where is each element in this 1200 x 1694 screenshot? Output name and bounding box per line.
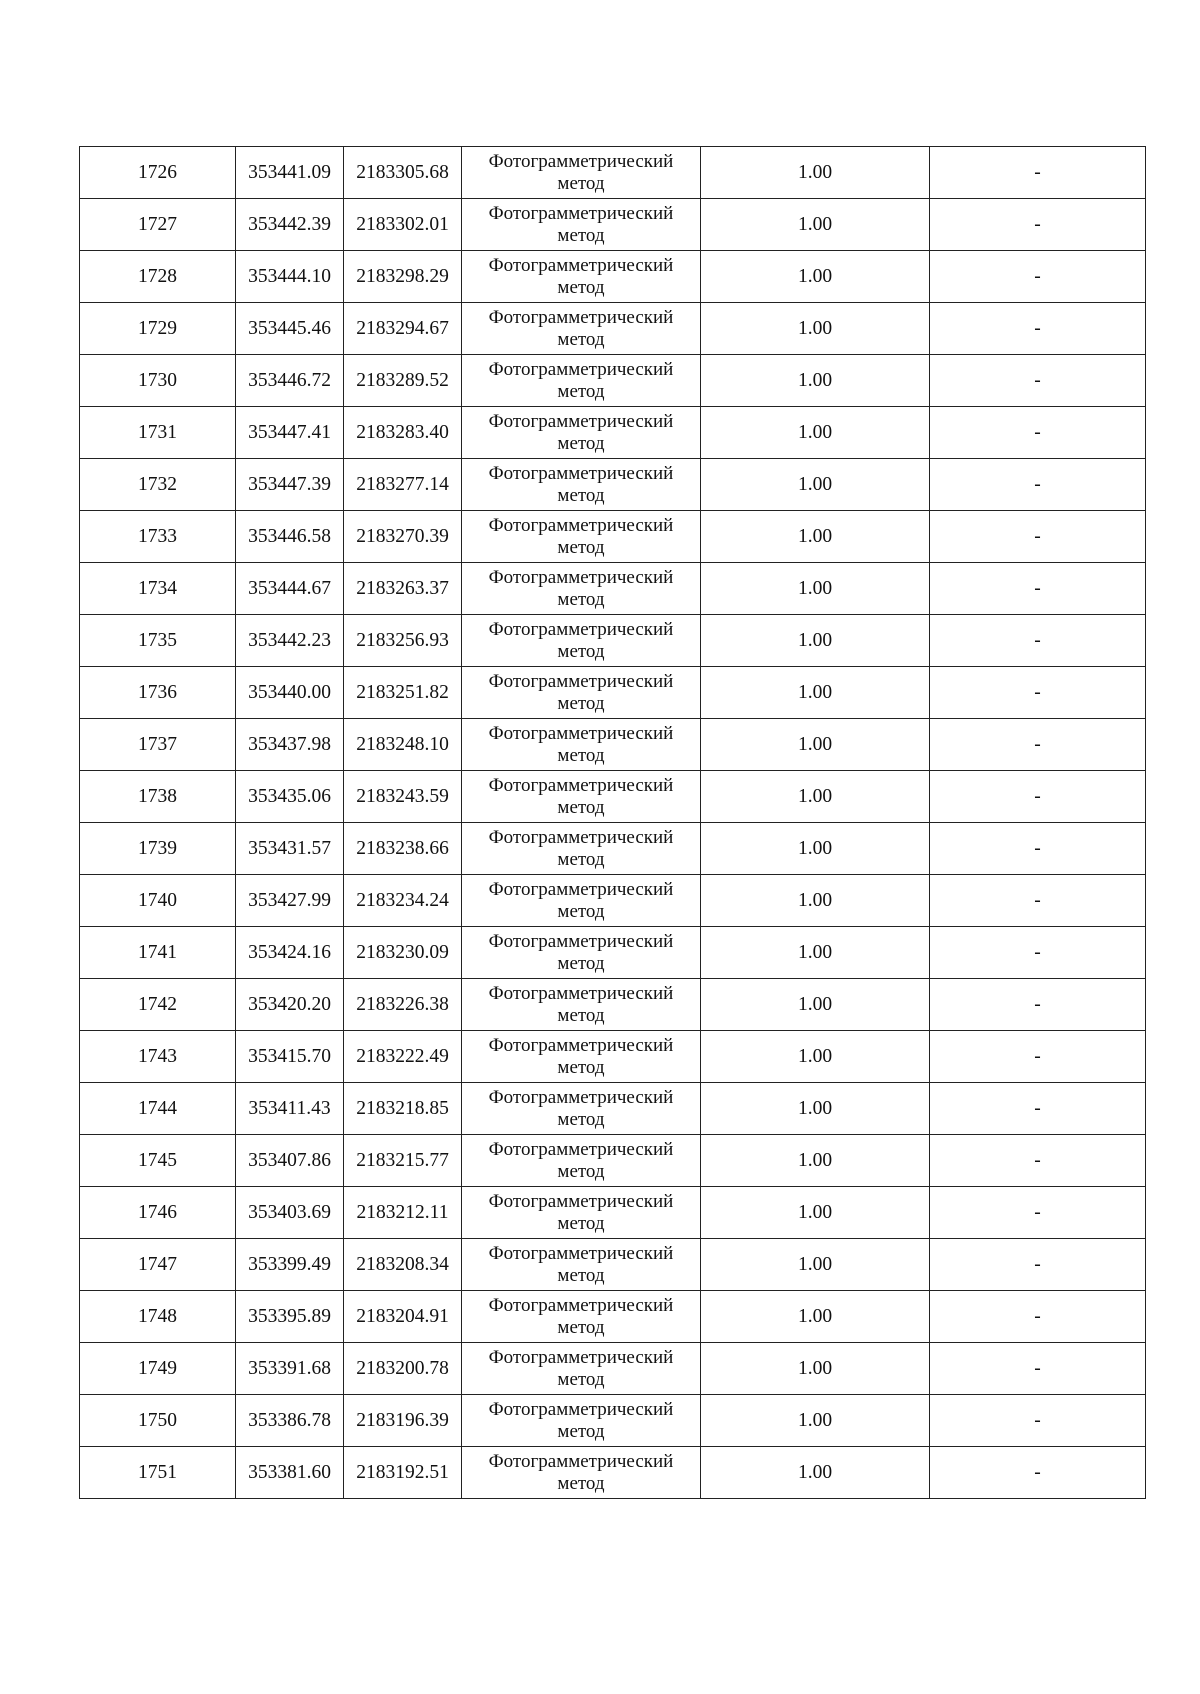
x-coordinate-cell: 353381.60: [236, 1447, 344, 1499]
y-coordinate-cell: 2183263.37: [344, 563, 462, 615]
y-coordinate-cell: 2183277.14: [344, 459, 462, 511]
point-number-cell: 1737: [80, 719, 236, 771]
point-number-cell: 1751: [80, 1447, 236, 1499]
method-text-line: Фотограмметрический: [488, 1034, 674, 1056]
note-cell: -: [930, 1395, 1146, 1447]
coordinates-table-body: [80, 147, 1146, 1499]
method-text-line: Фотограмметрический: [488, 306, 674, 328]
note-cell: -: [930, 1135, 1146, 1187]
method-cell: [462, 771, 701, 823]
method-text-line: метод: [557, 1472, 605, 1494]
table-row: [80, 875, 1146, 927]
accuracy-cell: 1.00: [701, 615, 930, 667]
method-text-line: метод: [557, 328, 605, 350]
accuracy-cell: 1.00: [701, 355, 930, 407]
note-cell: -: [930, 147, 1146, 199]
x-coordinate-cell: 353440.00: [236, 667, 344, 719]
y-coordinate-cell: 2183196.39: [344, 1395, 462, 1447]
note-cell: -: [930, 823, 1146, 875]
table-row: [80, 511, 1146, 563]
method-cell: [462, 459, 701, 511]
point-number-cell: 1726: [80, 147, 236, 199]
method-text-line: метод: [557, 484, 605, 506]
y-coordinate-cell: 2183192.51: [344, 1447, 462, 1499]
point-number-cell: 1750: [80, 1395, 236, 1447]
method-text-line: метод: [557, 1316, 605, 1338]
x-coordinate-cell: 353435.06: [236, 771, 344, 823]
method-cell: [462, 1083, 701, 1135]
point-number-cell: 1745: [80, 1135, 236, 1187]
method-text-line: Фотограмметрический: [488, 514, 674, 536]
method-text-line: Фотограмметрический: [488, 670, 674, 692]
y-coordinate-cell: 2183226.38: [344, 979, 462, 1031]
method-text-line: метод: [557, 1004, 605, 1026]
point-number-cell: 1739: [80, 823, 236, 875]
note-cell: -: [930, 1343, 1146, 1395]
table-row: [80, 1447, 1146, 1499]
note-cell: -: [930, 251, 1146, 303]
method-text-line: Фотограмметрический: [488, 982, 674, 1004]
method-text-line: метод: [557, 1108, 605, 1130]
accuracy-cell: 1.00: [701, 1343, 930, 1395]
point-number-cell: 1730: [80, 355, 236, 407]
point-number-cell: 1734: [80, 563, 236, 615]
method-text-line: Фотограмметрический: [488, 1138, 674, 1160]
x-coordinate-cell: 353437.98: [236, 719, 344, 771]
method-text-line: метод: [557, 692, 605, 714]
method-cell: [462, 719, 701, 771]
point-number-cell: 1738: [80, 771, 236, 823]
method-cell: [462, 355, 701, 407]
y-coordinate-cell: 2183283.40: [344, 407, 462, 459]
method-text-line: метод: [557, 1056, 605, 1078]
method-cell: [462, 1395, 701, 1447]
method-text-line: Фотограмметрический: [488, 618, 674, 640]
table-row: [80, 251, 1146, 303]
point-number-cell: 1741: [80, 927, 236, 979]
x-coordinate-cell: 353446.58: [236, 511, 344, 563]
y-coordinate-cell: 2183200.78: [344, 1343, 462, 1395]
y-coordinate-cell: 2183218.85: [344, 1083, 462, 1135]
method-cell: [462, 147, 701, 199]
method-text-line: Фотограмметрический: [488, 774, 674, 796]
x-coordinate-cell: 353395.89: [236, 1291, 344, 1343]
note-cell: -: [930, 667, 1146, 719]
x-coordinate-cell: 353386.78: [236, 1395, 344, 1447]
method-cell: [462, 251, 701, 303]
note-cell: -: [930, 1239, 1146, 1291]
y-coordinate-cell: 2183204.91: [344, 1291, 462, 1343]
method-text-line: Фотограмметрический: [488, 1450, 674, 1472]
method-text-line: Фотограмметрический: [488, 722, 674, 744]
accuracy-cell: 1.00: [701, 1135, 930, 1187]
point-number-cell: 1732: [80, 459, 236, 511]
table-row: [80, 1291, 1146, 1343]
accuracy-cell: 1.00: [701, 1031, 930, 1083]
x-coordinate-cell: 353444.10: [236, 251, 344, 303]
table-row: [80, 1083, 1146, 1135]
point-number-cell: 1731: [80, 407, 236, 459]
table-row: [80, 1187, 1146, 1239]
x-coordinate-cell: 353441.09: [236, 147, 344, 199]
table-row: [80, 563, 1146, 615]
method-cell: [462, 979, 701, 1031]
method-text-line: Фотограмметрический: [488, 1190, 674, 1212]
accuracy-cell: 1.00: [701, 147, 930, 199]
x-coordinate-cell: 353427.99: [236, 875, 344, 927]
method-text-line: метод: [557, 744, 605, 766]
method-text-line: метод: [557, 172, 605, 194]
accuracy-cell: 1.00: [701, 1395, 930, 1447]
note-cell: -: [930, 355, 1146, 407]
accuracy-cell: 1.00: [701, 1187, 930, 1239]
table-row: [80, 303, 1146, 355]
note-cell: -: [930, 199, 1146, 251]
y-coordinate-cell: 2183222.49: [344, 1031, 462, 1083]
accuracy-cell: 1.00: [701, 1239, 930, 1291]
accuracy-cell: 1.00: [701, 199, 930, 251]
accuracy-cell: 1.00: [701, 1291, 930, 1343]
x-coordinate-cell: 353424.16: [236, 927, 344, 979]
method-text-line: метод: [557, 848, 605, 870]
x-coordinate-cell: 353447.39: [236, 459, 344, 511]
method-text-line: метод: [557, 640, 605, 662]
method-text-line: Фотограмметрический: [488, 878, 674, 900]
note-cell: -: [930, 615, 1146, 667]
x-coordinate-cell: 353442.39: [236, 199, 344, 251]
table-row: [80, 823, 1146, 875]
x-coordinate-cell: 353403.69: [236, 1187, 344, 1239]
table-row: [80, 147, 1146, 199]
note-cell: -: [930, 1083, 1146, 1135]
method-text-line: метод: [557, 900, 605, 922]
point-number-cell: 1728: [80, 251, 236, 303]
x-coordinate-cell: 353446.72: [236, 355, 344, 407]
point-number-cell: 1746: [80, 1187, 236, 1239]
method-text-line: метод: [557, 1420, 605, 1442]
method-text-line: Фотограмметрический: [488, 254, 674, 276]
method-text-line: Фотограмметрический: [488, 150, 674, 172]
method-cell: [462, 1187, 701, 1239]
point-number-cell: 1747: [80, 1239, 236, 1291]
y-coordinate-cell: 2183298.29: [344, 251, 462, 303]
y-coordinate-cell: 2183251.82: [344, 667, 462, 719]
table-row: [80, 355, 1146, 407]
x-coordinate-cell: 353442.23: [236, 615, 344, 667]
point-number-cell: 1736: [80, 667, 236, 719]
y-coordinate-cell: 2183294.67: [344, 303, 462, 355]
note-cell: -: [930, 719, 1146, 771]
note-cell: -: [930, 1187, 1146, 1239]
method-text-line: метод: [557, 952, 605, 974]
note-cell: -: [930, 1291, 1146, 1343]
x-coordinate-cell: 353447.41: [236, 407, 344, 459]
point-number-cell: 1742: [80, 979, 236, 1031]
point-number-cell: 1743: [80, 1031, 236, 1083]
method-text-line: Фотограмметрический: [488, 462, 674, 484]
y-coordinate-cell: 2183256.93: [344, 615, 462, 667]
method-text-line: метод: [557, 796, 605, 818]
method-text-line: метод: [557, 1264, 605, 1286]
method-text-line: Фотограмметрический: [488, 202, 674, 224]
method-text-line: метод: [557, 588, 605, 610]
table-row: [80, 771, 1146, 823]
table-row: [80, 407, 1146, 459]
accuracy-cell: 1.00: [701, 823, 930, 875]
method-cell: [462, 1135, 701, 1187]
table-row: [80, 1031, 1146, 1083]
method-text-line: метод: [557, 1212, 605, 1234]
method-text-line: Фотограмметрический: [488, 410, 674, 432]
method-text-line: метод: [557, 380, 605, 402]
coordinates-table: [79, 146, 1146, 1499]
note-cell: -: [930, 1031, 1146, 1083]
method-cell: [462, 875, 701, 927]
accuracy-cell: 1.00: [701, 667, 930, 719]
note-cell: -: [930, 303, 1146, 355]
y-coordinate-cell: 2183248.10: [344, 719, 462, 771]
method-text-line: метод: [557, 224, 605, 246]
y-coordinate-cell: 2183289.52: [344, 355, 462, 407]
method-text-line: Фотограмметрический: [488, 1294, 674, 1316]
note-cell: -: [930, 927, 1146, 979]
table-row: [80, 1343, 1146, 1395]
point-number-cell: 1733: [80, 511, 236, 563]
method-cell: [462, 1291, 701, 1343]
y-coordinate-cell: 2183270.39: [344, 511, 462, 563]
x-coordinate-cell: 353391.68: [236, 1343, 344, 1395]
x-coordinate-cell: 353431.57: [236, 823, 344, 875]
accuracy-cell: 1.00: [701, 875, 930, 927]
accuracy-cell: 1.00: [701, 563, 930, 615]
method-text-line: Фотограмметрический: [488, 1346, 674, 1368]
x-coordinate-cell: 353415.70: [236, 1031, 344, 1083]
table-row: [80, 927, 1146, 979]
method-cell: [462, 511, 701, 563]
point-number-cell: 1740: [80, 875, 236, 927]
method-cell: [462, 1343, 701, 1395]
point-number-cell: 1727: [80, 199, 236, 251]
method-cell: [462, 303, 701, 355]
x-coordinate-cell: 353411.43: [236, 1083, 344, 1135]
table-row: [80, 459, 1146, 511]
point-number-cell: 1749: [80, 1343, 236, 1395]
method-text-line: метод: [557, 1368, 605, 1390]
table-row: [80, 719, 1146, 771]
note-cell: -: [930, 875, 1146, 927]
method-text-line: Фотограмметрический: [488, 930, 674, 952]
accuracy-cell: 1.00: [701, 1447, 930, 1499]
method-cell: [462, 667, 701, 719]
y-coordinate-cell: 2183238.66: [344, 823, 462, 875]
note-cell: -: [930, 979, 1146, 1031]
accuracy-cell: 1.00: [701, 771, 930, 823]
method-cell: [462, 1447, 701, 1499]
table-row: [80, 1395, 1146, 1447]
note-cell: -: [930, 1447, 1146, 1499]
accuracy-cell: 1.00: [701, 719, 930, 771]
table-row: [80, 615, 1146, 667]
note-cell: -: [930, 459, 1146, 511]
accuracy-cell: 1.00: [701, 303, 930, 355]
point-number-cell: 1735: [80, 615, 236, 667]
method-cell: [462, 563, 701, 615]
method-cell: [462, 1031, 701, 1083]
table-row: [80, 667, 1146, 719]
table-row: [80, 1135, 1146, 1187]
method-text-line: Фотограмметрический: [488, 1086, 674, 1108]
y-coordinate-cell: 2183215.77: [344, 1135, 462, 1187]
x-coordinate-cell: 353420.20: [236, 979, 344, 1031]
method-cell: [462, 927, 701, 979]
x-coordinate-cell: 353445.46: [236, 303, 344, 355]
accuracy-cell: 1.00: [701, 511, 930, 563]
y-coordinate-cell: 2183212.11: [344, 1187, 462, 1239]
point-number-cell: 1748: [80, 1291, 236, 1343]
y-coordinate-cell: 2183230.09: [344, 927, 462, 979]
y-coordinate-cell: 2183234.24: [344, 875, 462, 927]
accuracy-cell: 1.00: [701, 1083, 930, 1135]
accuracy-cell: 1.00: [701, 927, 930, 979]
method-text-line: Фотограмметрический: [488, 1398, 674, 1420]
note-cell: -: [930, 771, 1146, 823]
table-row: [80, 979, 1146, 1031]
method-cell: [462, 1239, 701, 1291]
table-row: [80, 1239, 1146, 1291]
method-text-line: метод: [557, 432, 605, 454]
accuracy-cell: 1.00: [701, 251, 930, 303]
table-row: [80, 199, 1146, 251]
x-coordinate-cell: 353407.86: [236, 1135, 344, 1187]
y-coordinate-cell: 2183208.34: [344, 1239, 462, 1291]
accuracy-cell: 1.00: [701, 407, 930, 459]
method-text-line: метод: [557, 536, 605, 558]
x-coordinate-cell: 353444.67: [236, 563, 344, 615]
method-text-line: Фотограмметрический: [488, 358, 674, 380]
note-cell: -: [930, 511, 1146, 563]
note-cell: -: [930, 563, 1146, 615]
point-number-cell: 1744: [80, 1083, 236, 1135]
note-cell: -: [930, 407, 1146, 459]
method-text-line: метод: [557, 1160, 605, 1182]
method-cell: [462, 407, 701, 459]
point-number-cell: 1729: [80, 303, 236, 355]
y-coordinate-cell: 2183243.59: [344, 771, 462, 823]
method-text-line: Фотограмметрический: [488, 826, 674, 848]
method-text-line: метод: [557, 276, 605, 298]
method-cell: [462, 615, 701, 667]
y-coordinate-cell: 2183302.01: [344, 199, 462, 251]
method-text-line: Фотограмметрический: [488, 566, 674, 588]
method-text-line: Фотограмметрический: [488, 1242, 674, 1264]
accuracy-cell: 1.00: [701, 459, 930, 511]
x-coordinate-cell: 353399.49: [236, 1239, 344, 1291]
method-cell: [462, 823, 701, 875]
method-cell: [462, 199, 701, 251]
y-coordinate-cell: 2183305.68: [344, 147, 462, 199]
accuracy-cell: 1.00: [701, 979, 930, 1031]
